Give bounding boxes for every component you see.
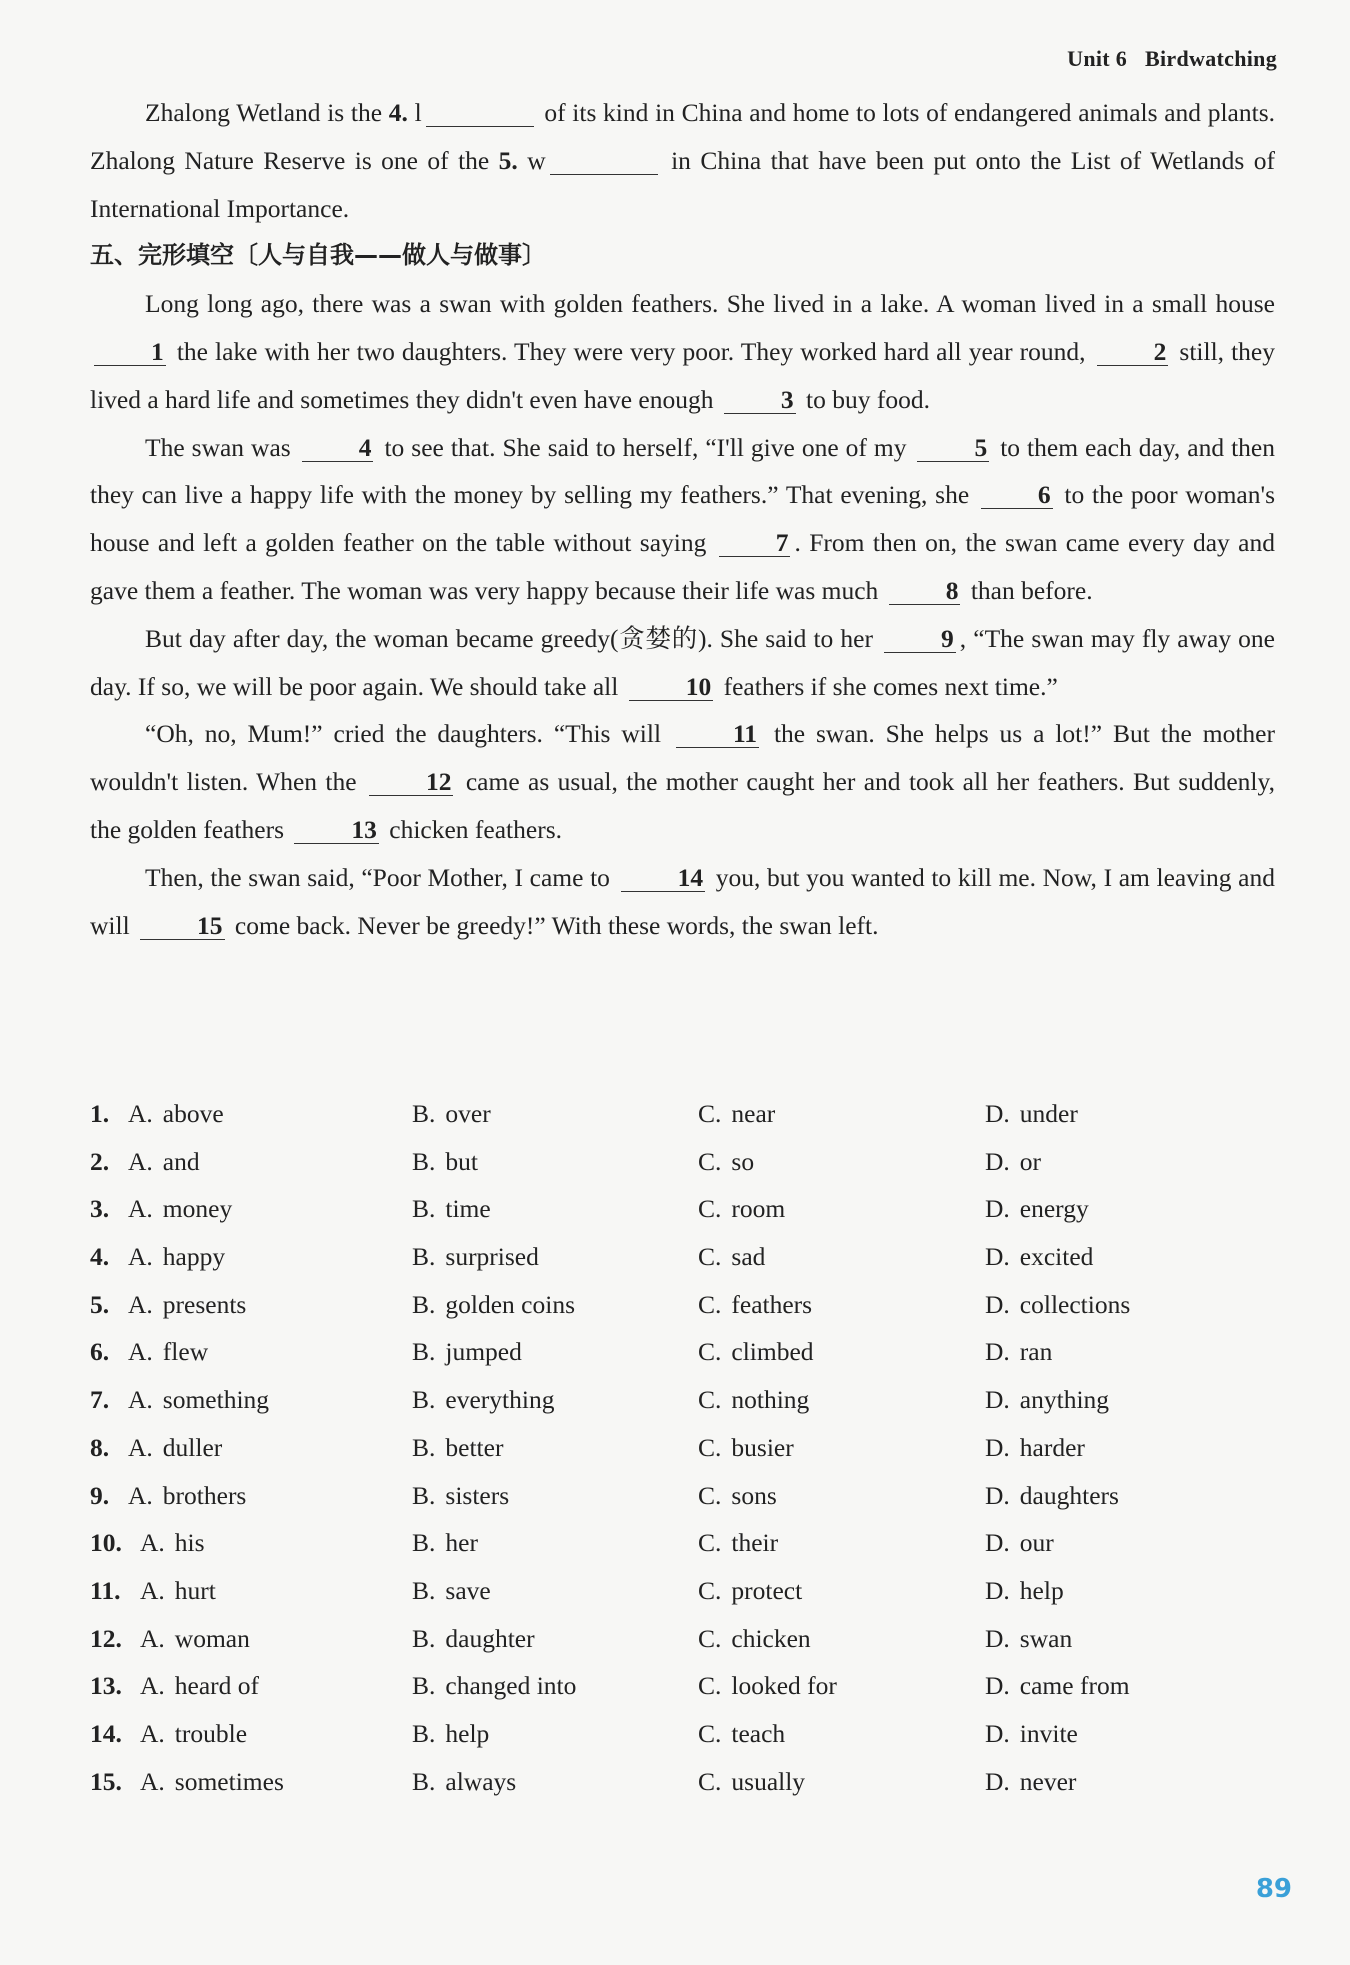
text: still, they lived a hard life and sometimes they didn't even have enough: [90, 336, 1275, 414]
question-number: 5.: [90, 1289, 110, 1319]
option-a[interactable]: [128, 1376, 269, 1424]
option-letter: C.: [698, 1337, 722, 1367]
option-c[interactable]: [698, 1090, 775, 1138]
text: the swan. She helps us a lot!” But the mother wouldn't listen. When the: [90, 719, 1275, 797]
option-b[interactable]: [412, 1376, 554, 1424]
option-letter: C.: [698, 1194, 722, 1224]
option-d[interactable]: [985, 1662, 1130, 1710]
page-number: 89: [1255, 1874, 1292, 1904]
option-d[interactable]: [985, 1519, 1054, 1567]
option-text: teach: [731, 1718, 786, 1748]
question-number: 9.: [90, 1480, 110, 1510]
option-text: his: [174, 1528, 205, 1558]
question-row: [90, 1662, 1275, 1710]
option-text: happy: [162, 1242, 226, 1272]
option-a[interactable]: [140, 1519, 205, 1567]
option-letter: C.: [698, 1242, 722, 1272]
question-row: [90, 1233, 1275, 1281]
question-row: [90, 1519, 1275, 1567]
item-number: 4.: [388, 98, 408, 127]
option-letter: C.: [698, 1385, 722, 1415]
option-letter: B.: [412, 1575, 436, 1605]
option-b[interactable]: [412, 1615, 535, 1663]
option-text: jumped: [445, 1337, 522, 1367]
option-d[interactable]: [985, 1758, 1076, 1806]
option-c[interactable]: [698, 1376, 809, 1424]
option-b[interactable]: [412, 1519, 478, 1567]
option-c[interactable]: [698, 1472, 777, 1520]
option-a[interactable]: [128, 1090, 224, 1138]
option-c[interactable]: [698, 1328, 814, 1376]
text: , “The swan may fly away one day. If so, we will be poor again. We should take all: [90, 623, 1275, 701]
text: in China that have been put onto the List of Wetlands of International Importance.: [90, 145, 1275, 223]
question-number: 13.: [90, 1671, 122, 1701]
blank-6[interactable]: 6: [981, 482, 1053, 509]
option-d[interactable]: [985, 1615, 1072, 1663]
option-letter: D.: [985, 1671, 1010, 1701]
option-text: save: [445, 1575, 491, 1605]
text: of its kind in China and home to lots of endangered animals and plants. Zhalong Nature Reserve is one of the: [90, 98, 1276, 175]
running-header: [1067, 46, 1277, 72]
option-d[interactable]: [985, 1328, 1052, 1376]
question-number: 15.: [90, 1766, 122, 1796]
text: come back. Never be greedy!” With these words, the swan left.: [228, 910, 879, 940]
option-a[interactable]: [140, 1758, 284, 1806]
question-row: [90, 1710, 1275, 1758]
option-letter: B.: [412, 1766, 436, 1796]
story-paragraph-5: [90, 854, 1275, 950]
option-letter: A.: [140, 1623, 165, 1653]
section-title: 五、完形填空〔人与自我——做人与做事〕: [90, 241, 546, 270]
text: w: [517, 145, 546, 175]
option-a[interactable]: [128, 1138, 200, 1186]
option-letter: A.: [140, 1718, 165, 1748]
option-text: money: [162, 1194, 233, 1224]
option-a[interactable]: [140, 1662, 259, 1710]
blank-9[interactable]: 9: [884, 626, 956, 653]
option-c[interactable]: [698, 1233, 765, 1281]
option-d[interactable]: [985, 1185, 1089, 1233]
option-text: anything: [1019, 1385, 1110, 1415]
blank-13[interactable]: 13: [294, 817, 379, 844]
option-b[interactable]: [412, 1090, 491, 1138]
blank-3[interactable]: 3: [724, 387, 796, 414]
question-row: [90, 1615, 1275, 1663]
option-text: energy: [1019, 1194, 1089, 1224]
option-text: feathers: [731, 1289, 813, 1319]
text: to see that. She said to herself, “I'll give one of my: [377, 432, 914, 462]
text: the lake with her two daughters. They were very poor. They worked hard all year round,: [169, 336, 1093, 366]
option-text: sons: [731, 1480, 777, 1510]
option-text: everything: [445, 1385, 555, 1415]
story-paragraph-1: [90, 280, 1275, 423]
option-letter: A.: [128, 1194, 153, 1224]
option-text: invite: [1019, 1718, 1078, 1748]
option-letter: B.: [412, 1528, 436, 1558]
option-letter: B.: [412, 1671, 436, 1701]
option-text: something: [162, 1385, 270, 1415]
option-text: excited: [1019, 1242, 1094, 1272]
option-letter: C.: [698, 1671, 722, 1701]
option-letter: C.: [698, 1718, 722, 1748]
option-text: collections: [1019, 1289, 1131, 1319]
option-letter: D.: [985, 1480, 1010, 1510]
option-text: their: [731, 1528, 779, 1558]
option-letter: C.: [698, 1099, 722, 1128]
option-letter: C.: [698, 1575, 722, 1605]
option-text: sisters: [445, 1480, 510, 1510]
option-letter: B.: [412, 1337, 436, 1367]
blank-12[interactable]: 12: [369, 769, 454, 796]
question-row: [90, 1185, 1275, 1233]
option-a[interactable]: [128, 1233, 225, 1281]
unit-label: Unit 6: [1067, 46, 1128, 71]
option-letter: D.: [985, 1194, 1010, 1224]
question-row: [90, 1328, 1275, 1376]
option-letter: A.: [140, 1766, 165, 1796]
option-letter: A.: [128, 1432, 153, 1462]
question-row: [90, 1281, 1275, 1329]
option-a[interactable]: [128, 1472, 246, 1520]
text: to them each day, and then they can live a happy life with the money by selling my feathers.” That evening, she: [90, 432, 1275, 510]
option-text: flew: [162, 1337, 209, 1367]
blank-4[interactable]: 4: [302, 435, 374, 462]
option-text: but: [445, 1146, 478, 1176]
option-text: help: [445, 1718, 490, 1748]
option-text: or: [1019, 1146, 1042, 1176]
option-text: trouble: [174, 1718, 248, 1748]
blank-10[interactable]: 10: [629, 674, 714, 701]
option-letter: C.: [698, 1623, 722, 1653]
intro-text: [90, 89, 1275, 949]
option-b[interactable]: [412, 1138, 478, 1186]
option-letter: B.: [412, 1099, 436, 1128]
question-row: [90, 1472, 1275, 1520]
option-text: above: [162, 1099, 224, 1128]
option-text: presents: [162, 1289, 247, 1319]
option-text: surprised: [445, 1242, 539, 1272]
question-row: [90, 1424, 1275, 1472]
option-letter: D.: [985, 1242, 1010, 1272]
option-text: sometimes: [174, 1766, 284, 1796]
question-row: [90, 1376, 1275, 1424]
option-letter: B.: [412, 1623, 436, 1653]
option-text: time: [445, 1194, 491, 1224]
option-b[interactable]: [412, 1710, 489, 1758]
option-letter: D.: [985, 1623, 1010, 1653]
option-text: duller: [162, 1432, 223, 1462]
question-number: 3.: [90, 1194, 110, 1224]
option-b[interactable]: [412, 1328, 522, 1376]
option-text: near: [731, 1099, 776, 1128]
option-letter: D.: [985, 1337, 1010, 1367]
option-text: swan: [1019, 1623, 1073, 1653]
option-letter: B.: [412, 1480, 436, 1510]
option-text: daughters: [1019, 1480, 1119, 1510]
option-text: over: [445, 1099, 491, 1128]
question-number: 14.: [90, 1718, 122, 1748]
text: feathers if she comes next time.”: [717, 671, 1058, 701]
option-d[interactable]: [985, 1138, 1041, 1186]
option-letter: D.: [985, 1385, 1010, 1415]
option-a[interactable]: [140, 1615, 250, 1663]
text: But day after day, the woman became greedy(贪婪的). She said to her: [145, 623, 881, 653]
option-text: chicken: [731, 1623, 811, 1653]
question-number: 6.: [90, 1337, 110, 1367]
option-text: nothing: [731, 1385, 810, 1415]
option-d[interactable]: [985, 1710, 1078, 1758]
option-letter: A.: [140, 1528, 165, 1558]
text: The swan was: [145, 432, 298, 462]
option-a[interactable]: [140, 1567, 216, 1615]
option-a[interactable]: [128, 1328, 208, 1376]
option-c[interactable]: [698, 1519, 778, 1567]
option-text: heard of: [174, 1671, 260, 1701]
text: Zhalong Wetland is the: [145, 98, 389, 127]
option-d[interactable]: [985, 1376, 1109, 1424]
option-letter: D.: [985, 1432, 1010, 1462]
text: than before.: [964, 575, 1093, 605]
option-text: hurt: [174, 1575, 216, 1605]
text: chicken feathers.: [382, 814, 563, 844]
option-c[interactable]: [698, 1138, 754, 1186]
question-number: 12.: [90, 1623, 122, 1653]
option-c[interactable]: [698, 1424, 794, 1472]
question-number: 2.: [90, 1146, 110, 1176]
option-letter: B.: [412, 1385, 436, 1415]
option-c[interactable]: [698, 1281, 812, 1329]
option-letter: A.: [128, 1480, 153, 1510]
blank-7[interactable]: 7: [719, 530, 791, 557]
blank-8[interactable]: 8: [889, 578, 961, 605]
fill-blank[interactable]: [426, 100, 534, 127]
option-letter: D.: [985, 1718, 1010, 1748]
text: came as usual, the mother caught her and took all her feathers. But suddenly, the golden feathers: [90, 767, 1275, 844]
option-letter: C.: [698, 1146, 722, 1176]
question-number: 7.: [90, 1385, 110, 1415]
option-text: her: [445, 1528, 478, 1558]
option-letter: D.: [985, 1289, 1010, 1319]
option-text: protect: [731, 1575, 803, 1605]
option-a[interactable]: [128, 1185, 232, 1233]
option-text: so: [731, 1146, 755, 1176]
option-text: harder: [1019, 1432, 1085, 1462]
option-letter: B.: [412, 1718, 436, 1748]
option-letter: B.: [412, 1242, 436, 1272]
option-letter: B.: [412, 1432, 436, 1462]
option-letter: B.: [412, 1146, 436, 1176]
option-c[interactable]: [698, 1567, 802, 1615]
story-paragraph-4: [90, 710, 1275, 853]
option-letter: D.: [985, 1766, 1010, 1796]
option-c[interactable]: [698, 1710, 785, 1758]
option-text: changed into: [445, 1671, 577, 1701]
story-paragraph-2: [90, 424, 1275, 615]
option-letter: C.: [698, 1766, 722, 1796]
blank-1[interactable]: 1: [94, 339, 166, 366]
story-paragraph-3: [90, 615, 1275, 711]
option-b[interactable]: [412, 1567, 491, 1615]
option-letter: A.: [128, 1289, 153, 1319]
question-row: [90, 1758, 1275, 1806]
question-row: [90, 1138, 1275, 1186]
option-b[interactable]: [412, 1281, 575, 1329]
text: “Oh, no, Mum!” cried the daughters. “This will: [145, 719, 672, 749]
option-letter: C.: [698, 1432, 722, 1462]
text: l: [407, 98, 422, 127]
text: to the poor woman's house and left a golden feather on the table without saying: [90, 480, 1275, 558]
answer-options: [90, 1090, 1275, 1805]
option-letter: A.: [128, 1385, 153, 1415]
question-row: [90, 1090, 1275, 1138]
option-text: better: [445, 1432, 504, 1462]
text: to buy food.: [799, 384, 930, 414]
option-d[interactable]: [985, 1424, 1085, 1472]
option-letter: A.: [128, 1337, 153, 1367]
option-d[interactable]: [985, 1472, 1119, 1520]
option-text: under: [1019, 1099, 1078, 1128]
option-text: ran: [1019, 1337, 1053, 1367]
option-letter: D.: [985, 1146, 1010, 1176]
question-row: [90, 1567, 1275, 1615]
option-b[interactable]: [412, 1424, 503, 1472]
option-letter: C.: [698, 1528, 722, 1558]
fill-blank[interactable]: [550, 148, 658, 175]
question-number: 8.: [90, 1432, 110, 1462]
option-text: room: [731, 1194, 786, 1224]
option-text: and: [162, 1146, 200, 1176]
option-letter: B.: [412, 1194, 436, 1224]
option-text: always: [445, 1766, 517, 1796]
blank-15[interactable]: 15: [140, 913, 225, 940]
text: you, but you wanted to kill me. Now, I am leaving and will: [90, 862, 1276, 940]
option-letter: C.: [698, 1480, 722, 1510]
option-text: golden coins: [445, 1289, 575, 1319]
option-text: never: [1019, 1766, 1077, 1796]
option-c[interactable]: [698, 1758, 805, 1806]
option-text: climbed: [731, 1337, 814, 1367]
question-number: 1.: [90, 1099, 110, 1128]
option-c[interactable]: [698, 1662, 837, 1710]
option-d[interactable]: [985, 1567, 1064, 1615]
option-b[interactable]: [412, 1233, 539, 1281]
text: Then, the swan said, “Poor Mother, I came to: [145, 862, 617, 892]
option-letter: D.: [985, 1528, 1010, 1558]
blank-5[interactable]: 5: [917, 435, 989, 462]
blank-11[interactable]: 11: [676, 721, 759, 748]
unit-title: Birdwatching: [1145, 46, 1277, 71]
option-text: our: [1019, 1528, 1054, 1558]
option-letter: D.: [985, 1575, 1010, 1605]
option-text: usually: [731, 1766, 806, 1796]
option-text: came from: [1019, 1671, 1130, 1701]
text: . From then on, the swan came every day and gave them a feather. The woman was very happy because their life was much: [90, 528, 1275, 605]
option-b[interactable]: [412, 1758, 516, 1806]
option-letter: A.: [140, 1671, 165, 1701]
option-letter: D.: [985, 1099, 1010, 1128]
option-d[interactable]: [985, 1233, 1093, 1281]
option-d[interactable]: [985, 1090, 1078, 1138]
option-c[interactable]: [698, 1615, 811, 1663]
question-number: 11.: [90, 1575, 121, 1605]
option-c[interactable]: [698, 1185, 785, 1233]
text: Long long ago, there was a swan with golden feathers. She lived in a lake. A woman lived in a small house: [145, 289, 1275, 319]
option-letter: B.: [412, 1289, 436, 1319]
option-a[interactable]: [128, 1424, 222, 1472]
option-b[interactable]: [412, 1472, 509, 1520]
option-letter: A.: [128, 1146, 153, 1176]
blank-2[interactable]: 2: [1097, 339, 1169, 366]
option-text: busier: [731, 1432, 794, 1462]
option-text: brothers: [162, 1480, 247, 1510]
option-text: help: [1019, 1575, 1064, 1605]
option-text: sad: [731, 1242, 766, 1272]
option-letter: A.: [128, 1099, 153, 1128]
item-number: 5.: [498, 145, 518, 175]
option-b[interactable]: [412, 1185, 491, 1233]
option-a[interactable]: [140, 1710, 247, 1758]
intro-paragraph: [90, 89, 1275, 232]
question-number: 10.: [90, 1528, 122, 1558]
option-letter: A.: [140, 1575, 165, 1605]
option-letter: C.: [698, 1289, 722, 1319]
option-text: daughter: [445, 1623, 535, 1653]
option-text: looked for: [731, 1671, 837, 1701]
option-text: woman: [174, 1623, 250, 1653]
blank-14[interactable]: 14: [621, 865, 706, 892]
option-a[interactable]: [128, 1281, 246, 1329]
question-number: 4.: [90, 1242, 110, 1272]
option-d[interactable]: [985, 1281, 1130, 1329]
option-b[interactable]: [412, 1662, 576, 1710]
option-letter: A.: [128, 1242, 153, 1272]
